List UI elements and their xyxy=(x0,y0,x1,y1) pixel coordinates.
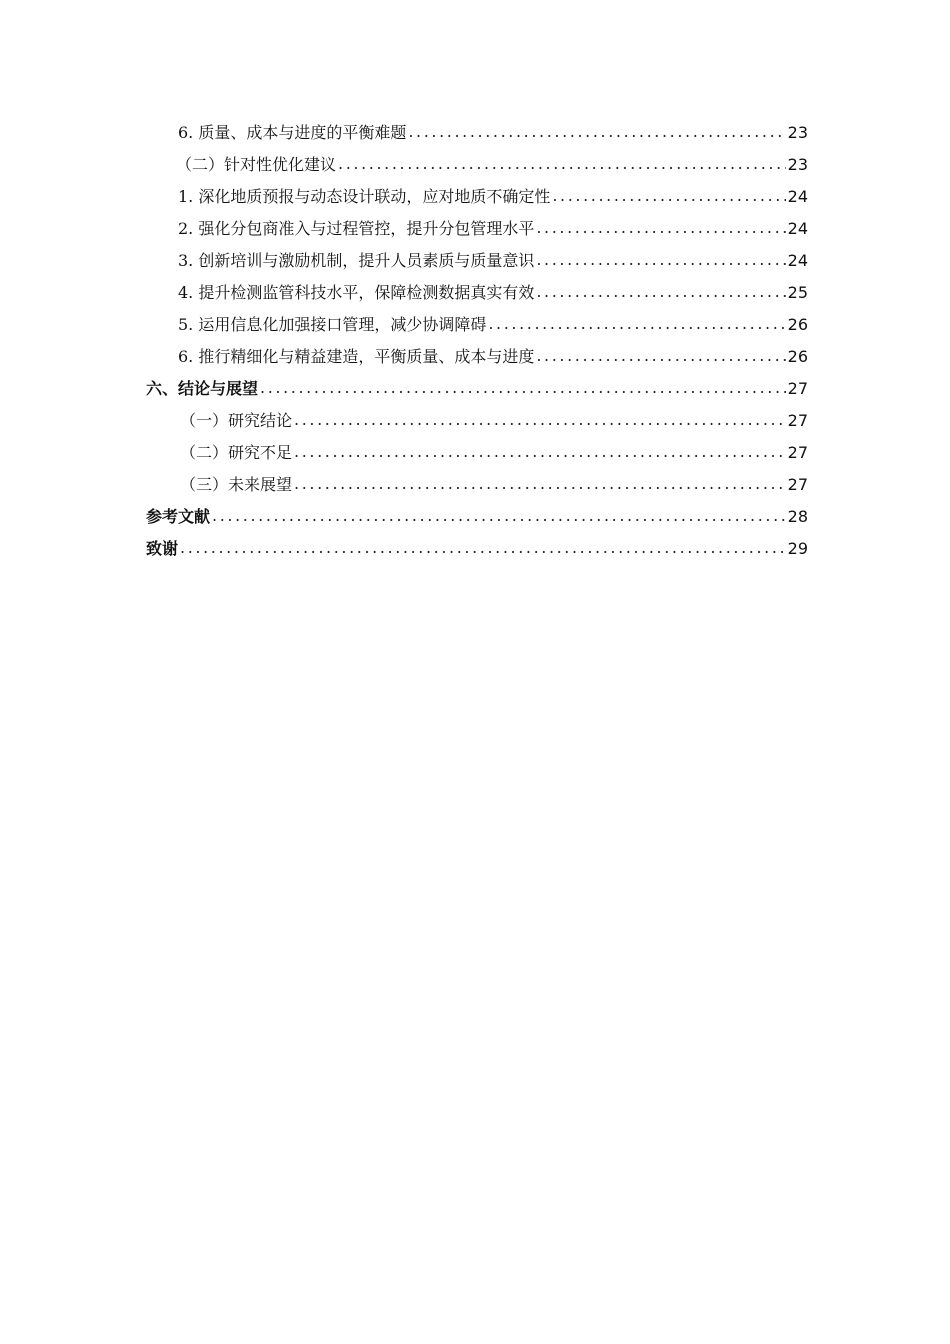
toc-leader-dots xyxy=(180,532,786,564)
toc-entry[interactable] xyxy=(146,181,808,213)
toc-leader-dots xyxy=(294,404,786,436)
toc-entry-page: 28 xyxy=(787,507,808,526)
toc-leader-dots xyxy=(260,372,786,404)
toc-entry[interactable] xyxy=(146,373,808,405)
toc-entry-page: 24 xyxy=(787,187,808,206)
toc-entry-title: （一）研究结论 xyxy=(180,411,293,430)
toc-entry-page: 24 xyxy=(787,219,808,238)
toc-entry-page: 24 xyxy=(787,251,808,270)
toc-entry-page: 26 xyxy=(787,347,808,366)
toc-entry-page: 29 xyxy=(787,539,808,558)
toc-entry-page: 27 xyxy=(787,443,808,462)
toc-leader-dots xyxy=(294,436,786,468)
toc-entry[interactable] xyxy=(146,501,808,533)
toc-entry[interactable] xyxy=(146,437,808,469)
toc-entry-page: 25 xyxy=(787,283,808,302)
toc-entry[interactable] xyxy=(146,533,808,565)
toc-entry-title: （二）针对性优化建议 xyxy=(176,155,337,174)
toc-entry-page: 23 xyxy=(787,155,808,174)
toc-entry-title: 参考文献 xyxy=(146,507,211,526)
toc-entry-title: （二）研究不足 xyxy=(180,443,293,462)
toc-entry-title: 6. 推行精细化与精益建造，平衡质量、成本与进度 xyxy=(178,347,535,366)
toc-entry-title: 5. 运用信息化加强接口管理，减少协调障碍 xyxy=(178,315,487,334)
toc-leader-dots xyxy=(408,116,785,148)
toc-leader-dots xyxy=(536,276,785,308)
table-of-contents xyxy=(146,117,808,565)
toc-entry-title: 1. 深化地质预报与动态设计联动，应对地质不确定性 xyxy=(178,187,551,206)
toc-entry-title: 致谢 xyxy=(146,539,179,558)
toc-entry[interactable] xyxy=(146,341,808,373)
toc-entry-title: 4. 提升检测监管科技水平，保障检测数据真实有效 xyxy=(178,283,535,302)
toc-leader-dots xyxy=(294,468,786,500)
toc-leader-dots xyxy=(552,180,785,212)
toc-entry-title: 3. 创新培训与激励机制，提升人员素质与质量意识 xyxy=(178,251,535,270)
toc-entry[interactable] xyxy=(146,149,808,181)
toc-entry-page: 26 xyxy=(787,315,808,334)
toc-entry[interactable] xyxy=(146,309,808,341)
toc-entry-page: 27 xyxy=(787,379,808,398)
toc-entry-title: 6. 质量、成本与进度的平衡难题 xyxy=(178,123,407,142)
toc-entry-title: 六、结论与展望 xyxy=(146,379,259,398)
toc-leader-dots xyxy=(488,308,785,340)
toc-leader-dots xyxy=(536,244,785,276)
toc-entry-title: 2. 强化分包商准入与过程管控，提升分包管理水平 xyxy=(178,219,535,238)
toc-leader-dots xyxy=(536,212,785,244)
toc-entry-page: 27 xyxy=(787,411,808,430)
toc-leader-dots xyxy=(536,340,785,372)
toc-entry[interactable] xyxy=(146,245,808,277)
toc-leader-dots xyxy=(212,500,786,532)
toc-entry-page: 27 xyxy=(787,475,808,494)
toc-leader-dots xyxy=(338,148,786,180)
toc-entry[interactable] xyxy=(146,405,808,437)
toc-entry[interactable] xyxy=(146,469,808,501)
toc-entry[interactable] xyxy=(146,117,808,149)
toc-entry-page: 23 xyxy=(787,123,808,142)
toc-entry[interactable] xyxy=(146,213,808,245)
toc-entry-title: （三）未来展望 xyxy=(180,475,293,494)
toc-entry[interactable] xyxy=(146,277,808,309)
